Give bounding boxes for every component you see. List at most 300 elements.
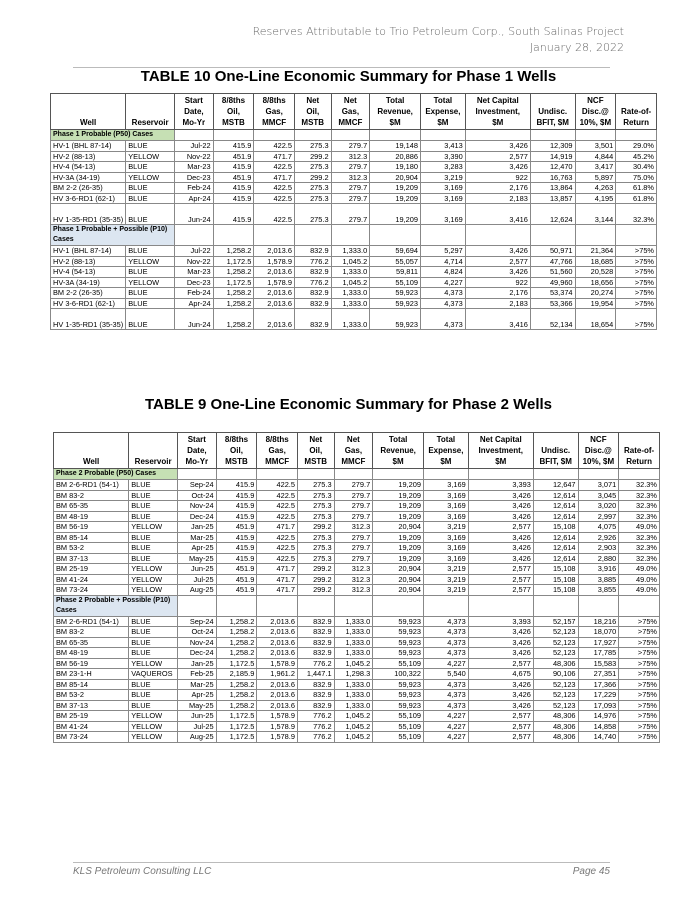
value-cell: >75%: [619, 648, 660, 659]
empty-cell: [297, 595, 334, 616]
value-cell: 20,904: [370, 172, 421, 183]
value-cell: 1,172.5: [216, 658, 257, 669]
reservoir-cell: BLUE: [126, 183, 175, 194]
column-header: [257, 433, 298, 469]
value-cell: 415.9: [216, 501, 257, 512]
value-cell: 3,916: [578, 564, 619, 575]
value-cell: 422.5: [257, 490, 298, 501]
value-cell: 59,923: [370, 309, 421, 330]
empty-cell: [616, 225, 657, 246]
value-cell: 3,169: [424, 532, 469, 543]
value-cell: 17,366: [578, 679, 619, 690]
value-cell: Jan-25: [178, 658, 217, 669]
value-cell: 4,373: [421, 309, 466, 330]
value-cell: 3,417: [575, 162, 616, 173]
value-cell: 422.5: [254, 162, 295, 173]
value-cell: 3,426: [468, 679, 533, 690]
reservoir-cell: VAQUEROS: [129, 669, 178, 680]
value-cell: 1,333.0: [334, 700, 373, 711]
value-cell: 1,578.9: [254, 277, 295, 288]
value-cell: 776.2: [297, 721, 334, 732]
column-header: [373, 433, 424, 469]
value-cell: 2,013.6: [254, 309, 295, 330]
table1-title: TABLE 10 One-Line Economic Summary for Phase 1 Wells: [140, 68, 557, 85]
value-cell: 832.9: [294, 309, 331, 330]
column-header-line: MMCF: [262, 118, 287, 127]
column-header-line: Oil,: [227, 107, 240, 116]
value-cell: 279.7: [334, 490, 373, 501]
value-cell: 32.3%: [619, 490, 660, 501]
section-label: Phase 2 Probable (P50) Cases: [54, 469, 178, 480]
value-cell: 19,954: [575, 298, 616, 309]
value-cell: >75%: [619, 690, 660, 701]
reservoir-cell: BLUE: [126, 309, 175, 330]
reservoir-cell: BLUE: [129, 690, 178, 701]
value-cell: 59,923: [370, 298, 421, 309]
value-cell: 1,172.5: [213, 277, 254, 288]
empty-cell: [578, 595, 619, 616]
reservoir-cell: BLUE: [126, 204, 175, 225]
value-cell: 4,227: [424, 711, 469, 722]
value-cell: 4,373: [421, 288, 466, 299]
value-cell: 61.8%: [616, 193, 657, 204]
column-header: [465, 94, 530, 130]
value-cell: 55,109: [370, 277, 421, 288]
value-cell: >75%: [616, 298, 657, 309]
value-cell: 61.8%: [616, 183, 657, 194]
value-cell: >75%: [619, 658, 660, 669]
column-header-line: Net Capital: [476, 96, 519, 105]
value-cell: 19,209: [370, 193, 421, 204]
column-header-line: Total: [433, 96, 453, 105]
empty-cell: [616, 130, 657, 141]
column-header-line: Net: [343, 96, 357, 105]
value-cell: 299.2: [297, 574, 334, 585]
value-cell: 471.7: [254, 151, 295, 162]
value-cell: 2,577: [468, 585, 533, 596]
value-cell: 299.2: [297, 585, 334, 596]
value-cell: 52,157: [533, 616, 578, 627]
value-cell: 312.3: [331, 151, 370, 162]
value-cell: 275.3: [297, 501, 334, 512]
value-cell: >75%: [619, 721, 660, 732]
value-cell: 100,322: [373, 669, 424, 680]
value-cell: 3,169: [421, 204, 466, 225]
column-header: [421, 94, 466, 130]
value-cell: 90,106: [533, 669, 578, 680]
value-cell: 1,045.2: [331, 256, 370, 267]
well-name-cell: BM 2-6-RD1 (54-1): [54, 616, 129, 627]
empty-cell: [468, 595, 533, 616]
value-cell: 1,258.2: [216, 679, 257, 690]
value-cell: 275.3: [297, 532, 334, 543]
well-name-cell: BM 2-2 (26-35): [51, 288, 126, 299]
value-cell: 4,675: [468, 669, 533, 680]
value-cell: 776.2: [294, 256, 331, 267]
value-cell: >75%: [619, 732, 660, 743]
value-cell: Nov-24: [178, 637, 217, 648]
reservoir-cell: BLUE: [126, 193, 175, 204]
value-cell: 19,209: [373, 480, 424, 491]
column-header-line: Date,: [184, 107, 204, 116]
value-cell: Oct-24: [178, 490, 217, 501]
well-name-cell: BM 83-2: [54, 627, 129, 638]
column-header: [533, 433, 578, 469]
value-cell: 52,123: [533, 700, 578, 711]
value-cell: 52,123: [533, 679, 578, 690]
value-cell: 19,209: [373, 553, 424, 564]
value-cell: 2,926: [578, 532, 619, 543]
value-cell: 832.9: [297, 679, 334, 690]
well-name-cell: BM 25-19: [54, 564, 129, 575]
empty-cell: [530, 130, 575, 141]
value-cell: 2,013.6: [254, 246, 295, 257]
value-cell: 13,864: [530, 183, 575, 194]
value-cell: 49.0%: [619, 564, 660, 575]
value-cell: 15,108: [533, 564, 578, 575]
value-cell: >75%: [616, 288, 657, 299]
value-cell: 20,274: [575, 288, 616, 299]
value-cell: 451.9: [216, 585, 257, 596]
value-cell: 832.9: [297, 637, 334, 648]
value-cell: 3,416: [465, 204, 530, 225]
column-header-line: Gas,: [344, 446, 363, 455]
value-cell: 5,897: [575, 172, 616, 183]
value-cell: 776.2: [297, 658, 334, 669]
column-header-line: Gas,: [341, 107, 360, 116]
value-cell: 48,306: [533, 721, 578, 732]
empty-cell: [619, 595, 660, 616]
value-cell: 1,333.0: [331, 246, 370, 257]
well-name-cell: BM 48-19: [54, 511, 129, 522]
well-name-cell: BM 65-35: [54, 501, 129, 512]
value-cell: 15,108: [533, 585, 578, 596]
value-cell: 3,426: [468, 543, 533, 554]
value-cell: 15,108: [533, 522, 578, 533]
value-cell: 32.3%: [619, 501, 660, 512]
value-cell: 4,373: [424, 700, 469, 711]
value-cell: 12,470: [530, 162, 575, 173]
header-date: January 28, 2022: [529, 41, 624, 54]
value-cell: 275.3: [297, 553, 334, 564]
table-row: [54, 511, 660, 522]
value-cell: 2,577: [465, 256, 530, 267]
value-cell: 415.9: [216, 490, 257, 501]
value-cell: 3,885: [578, 574, 619, 585]
value-cell: 4,373: [424, 627, 469, 638]
value-cell: 4,227: [424, 732, 469, 743]
value-cell: 3,426: [468, 700, 533, 711]
table-row: [54, 543, 660, 554]
reservoir-cell: YELLOW: [129, 658, 178, 669]
empty-cell: [213, 225, 254, 246]
value-cell: 299.2: [297, 522, 334, 533]
value-cell: 3,169: [424, 480, 469, 491]
column-header: [126, 94, 175, 130]
column-header-line: Mo-Yr: [185, 457, 209, 466]
well-name-cell: HV-1 (BHL 87-14): [51, 246, 126, 257]
value-cell: 12,614: [533, 532, 578, 543]
section-header-row: [51, 225, 657, 246]
value-cell: 4,844: [575, 151, 616, 162]
empty-cell: [370, 130, 421, 141]
value-cell: 3,169: [424, 511, 469, 522]
reservoir-cell: YELLOW: [126, 256, 175, 267]
value-cell: 279.7: [334, 501, 373, 512]
value-cell: 4,824: [421, 267, 466, 278]
phase1-summary-table: [50, 93, 657, 330]
column-header-line: Rate-of-: [620, 107, 652, 116]
empty-cell: [533, 595, 578, 616]
table-row: [54, 553, 660, 564]
value-cell: 2,013.6: [257, 690, 298, 701]
value-cell: 55,109: [373, 711, 424, 722]
table-row: [54, 532, 660, 543]
value-cell: 3,426: [468, 490, 533, 501]
value-cell: 3,169: [424, 490, 469, 501]
column-header: [175, 94, 214, 130]
value-cell: 2,183: [465, 298, 530, 309]
value-cell: 4,373: [424, 616, 469, 627]
empty-cell: [294, 130, 331, 141]
column-header-line: Disc.@: [581, 107, 609, 116]
column-header: [530, 94, 575, 130]
well-name-cell: HV-3A (34-19): [51, 172, 126, 183]
value-cell: 2,013.6: [257, 637, 298, 648]
table-row: [54, 721, 660, 732]
column-header-line: MMCF: [341, 457, 366, 466]
column-header-line: Total: [388, 435, 408, 444]
value-cell: 1,578.9: [254, 256, 295, 267]
value-cell: 3,020: [578, 501, 619, 512]
column-header: [331, 94, 370, 130]
value-cell: Jun-24: [175, 309, 214, 330]
value-cell: Nov-22: [175, 256, 214, 267]
column-header-line: NCF: [587, 96, 604, 105]
value-cell: 275.3: [297, 490, 334, 501]
value-cell: >75%: [616, 277, 657, 288]
reservoir-cell: YELLOW: [129, 574, 178, 585]
empty-cell: [578, 469, 619, 480]
well-name-cell: HV 1-35-RD1 (35-35): [51, 204, 126, 225]
column-header-line: MSTB: [225, 457, 248, 466]
value-cell: >75%: [619, 637, 660, 648]
value-cell: 275.3: [297, 480, 334, 491]
value-cell: Aug-25: [178, 585, 217, 596]
column-header: [54, 433, 129, 469]
value-cell: 415.9: [216, 543, 257, 554]
value-cell: 2,013.6: [254, 267, 295, 278]
reservoir-cell: BLUE: [126, 162, 175, 173]
empty-cell: [373, 595, 424, 616]
value-cell: Mar-25: [178, 532, 217, 543]
column-header-line: Undisc.: [538, 107, 568, 116]
value-cell: Mar-25: [178, 679, 217, 690]
value-cell: 1,045.2: [334, 658, 373, 669]
value-cell: 299.2: [294, 172, 331, 183]
well-name-cell: HV-2 (88-13): [51, 256, 126, 267]
value-cell: 3,169: [421, 193, 466, 204]
value-cell: >75%: [619, 700, 660, 711]
value-cell: 3,144: [575, 204, 616, 225]
value-cell: 19,209: [370, 204, 421, 225]
column-header-line: Investment,: [475, 107, 521, 116]
value-cell: 275.3: [294, 183, 331, 194]
column-header: [616, 94, 657, 130]
table2-title: TABLE 9 One-Line Economic Summary for Phase 2 Wells: [144, 396, 553, 413]
value-cell: Feb-25: [178, 669, 217, 680]
section-header-row: [54, 595, 660, 616]
value-cell: 1,172.5: [213, 256, 254, 267]
value-cell: 279.7: [334, 553, 373, 564]
value-cell: 59,923: [373, 616, 424, 627]
value-cell: 49,960: [530, 277, 575, 288]
value-cell: 2,577: [468, 522, 533, 533]
column-header-line: $M: [437, 118, 449, 127]
value-cell: 1,045.2: [334, 732, 373, 743]
value-cell: 275.3: [294, 162, 331, 173]
value-cell: 3,426: [465, 246, 530, 257]
column-header-line: Total: [436, 435, 456, 444]
value-cell: 415.9: [216, 532, 257, 543]
empty-cell: [254, 225, 295, 246]
value-cell: Jun-24: [175, 204, 214, 225]
value-cell: 3,071: [578, 480, 619, 491]
well-name-cell: HV-2 (88-13): [51, 151, 126, 162]
header-row: [54, 433, 660, 469]
empty-cell: [575, 130, 616, 141]
column-header-line: Total: [385, 96, 405, 105]
well-name-cell: BM 23-1-H: [54, 669, 129, 680]
value-cell: 19,209: [373, 532, 424, 543]
value-cell: 52,123: [533, 648, 578, 659]
table-row: [54, 522, 660, 533]
value-cell: 48,306: [533, 658, 578, 669]
value-cell: 59,923: [373, 700, 424, 711]
value-cell: Oct-24: [178, 627, 217, 638]
value-cell: 2,577: [468, 732, 533, 743]
well-name-cell: BM 73-24: [54, 585, 129, 596]
value-cell: 2,013.6: [254, 298, 295, 309]
value-cell: 2,903: [578, 543, 619, 554]
column-header-line: Net Capital: [479, 435, 522, 444]
value-cell: 21,364: [575, 246, 616, 257]
value-cell: 1,447.1: [297, 669, 334, 680]
reservoir-cell: BLUE: [129, 511, 178, 522]
value-cell: 59,923: [373, 679, 424, 690]
value-cell: 17,229: [578, 690, 619, 701]
table-row: [51, 267, 657, 278]
reservoir-cell: YELLOW: [129, 564, 178, 575]
value-cell: 59,923: [370, 288, 421, 299]
value-cell: Nov-22: [175, 151, 214, 162]
value-cell: 422.5: [257, 543, 298, 554]
column-header-line: Gas,: [265, 107, 283, 116]
column-header: [424, 433, 469, 469]
value-cell: 279.7: [331, 204, 370, 225]
column-header-line: Start: [184, 96, 203, 105]
value-cell: 29.0%: [616, 141, 657, 152]
value-cell: 279.7: [331, 162, 370, 173]
value-cell: 451.9: [216, 564, 257, 575]
value-cell: 1,333.0: [334, 616, 373, 627]
value-cell: 27,351: [578, 669, 619, 680]
value-cell: 59,923: [373, 627, 424, 638]
value-cell: 299.2: [297, 564, 334, 575]
table-row: [54, 564, 660, 575]
value-cell: 4,075: [578, 522, 619, 533]
reservoir-cell: YELLOW: [129, 522, 178, 533]
value-cell: 275.3: [297, 511, 334, 522]
value-cell: 1,172.5: [216, 721, 257, 732]
reservoir-cell: BLUE: [129, 627, 178, 638]
value-cell: 312.3: [331, 172, 370, 183]
value-cell: 19,209: [373, 490, 424, 501]
value-cell: 1,578.9: [257, 732, 298, 743]
value-cell: 1,045.2: [331, 277, 370, 288]
value-cell: 16,763: [530, 172, 575, 183]
column-header: [468, 433, 533, 469]
value-cell: 14,740: [578, 732, 619, 743]
table-row: [54, 501, 660, 512]
value-cell: Jan-25: [178, 522, 217, 533]
value-cell: 3,169: [424, 543, 469, 554]
value-cell: 3,169: [424, 553, 469, 564]
column-header-line: Well: [82, 457, 100, 466]
column-header: [216, 433, 257, 469]
well-name-cell: BM 65-35: [54, 637, 129, 648]
well-name-cell: BM 2-2 (26-35): [51, 183, 126, 194]
table-row: [51, 204, 657, 225]
value-cell: 32.3%: [619, 543, 660, 554]
value-cell: 18,656: [575, 277, 616, 288]
column-header: [334, 433, 373, 469]
value-cell: 4,373: [424, 690, 469, 701]
value-cell: 3,426: [468, 648, 533, 659]
value-cell: 2,013.6: [257, 648, 298, 659]
footer-company: KLS Petroleum Consulting LLC: [73, 866, 212, 877]
value-cell: 279.7: [334, 511, 373, 522]
value-cell: 32.3%: [619, 511, 660, 522]
reservoir-cell: BLUE: [126, 141, 175, 152]
well-name-cell: HV-3A (34-19): [51, 277, 126, 288]
value-cell: 832.9: [294, 288, 331, 299]
value-cell: 471.7: [257, 574, 298, 585]
column-header-line: Oil,: [230, 446, 243, 455]
empty-cell: [257, 469, 298, 480]
header-row: [51, 94, 657, 130]
value-cell: 52,123: [533, 627, 578, 638]
value-cell: 1,333.0: [331, 309, 370, 330]
value-cell: 832.9: [297, 648, 334, 659]
value-cell: 275.3: [294, 204, 331, 225]
value-cell: 48,306: [533, 732, 578, 743]
column-header-line: MMCF: [265, 457, 290, 466]
value-cell: 3,426: [465, 267, 530, 278]
column-header-line: Well: [79, 118, 97, 127]
section-label: Phase 2 Probable + Possible (P10) Cases: [54, 595, 178, 616]
value-cell: 12,614: [533, 511, 578, 522]
value-cell: 2,013.6: [254, 288, 295, 299]
column-header-line: BFIT, $M: [536, 118, 569, 127]
table-row: [54, 711, 660, 722]
value-cell: 75.0%: [616, 172, 657, 183]
value-cell: 3,413: [421, 141, 466, 152]
table-row: [51, 162, 657, 173]
value-cell: 2,577: [468, 711, 533, 722]
column-header-line: Date,: [187, 446, 207, 455]
empty-cell: [178, 595, 217, 616]
